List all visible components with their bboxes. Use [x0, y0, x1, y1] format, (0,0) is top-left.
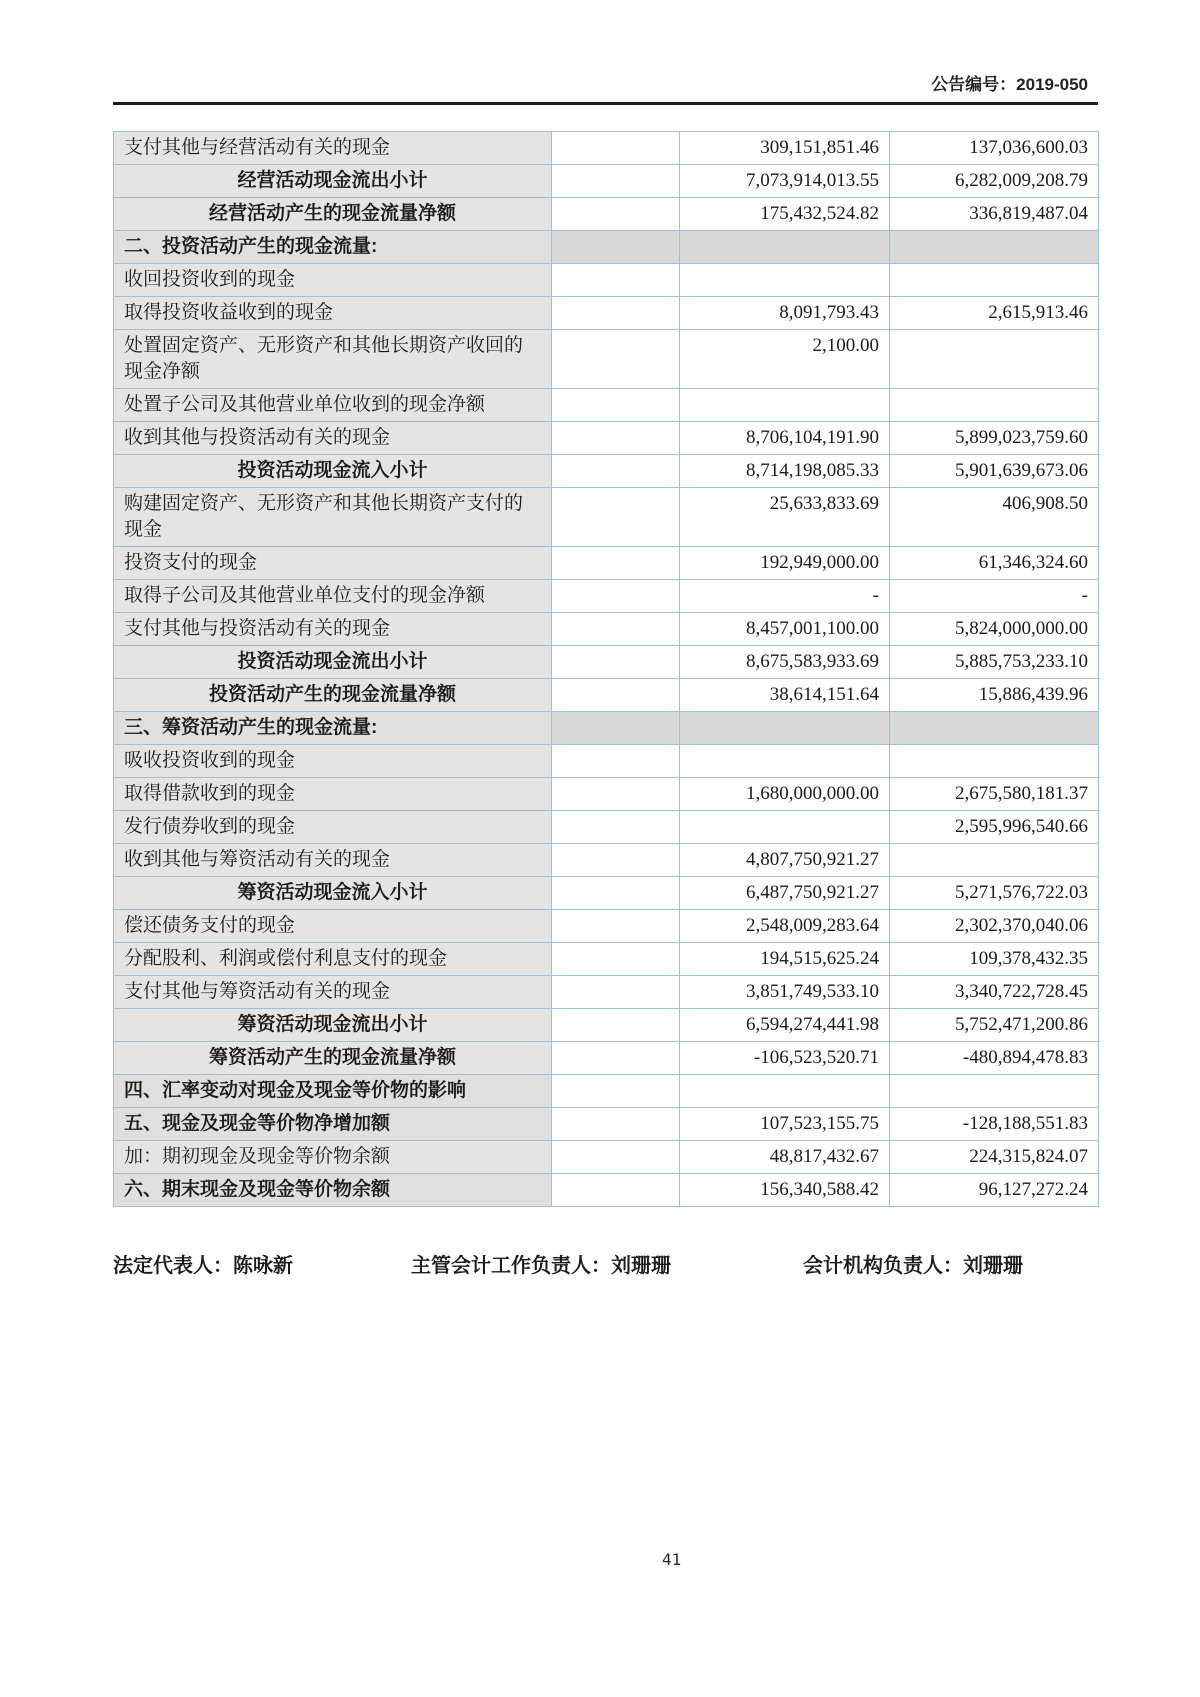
- table-row: [114, 910, 1099, 943]
- amount-current-cell: [680, 745, 890, 778]
- amount-current-cell: [680, 231, 890, 264]
- amount-prior-cell: 5,901,639,673.06: [890, 455, 1099, 488]
- amount-prior-cell: 2,302,370,040.06: [890, 910, 1099, 943]
- table-row: [114, 547, 1099, 580]
- note-cell: [552, 547, 680, 580]
- table-row: [114, 488, 1099, 547]
- amount-prior-cell: 96,127,272.24: [890, 1174, 1099, 1207]
- note-cell: [552, 943, 680, 976]
- table-row: [114, 330, 1099, 389]
- amount-prior-cell: -480,894,478.83: [890, 1042, 1099, 1075]
- row-label-cell: 经营活动现金流出小计: [114, 165, 552, 198]
- note-cell: [552, 165, 680, 198]
- amount-prior-cell: [890, 1075, 1099, 1108]
- row-label-cell: 取得投资收益收到的现金: [114, 297, 552, 330]
- row-label-cell: 取得借款收到的现金: [114, 778, 552, 811]
- note-cell: [552, 811, 680, 844]
- amount-current-cell: 8,675,583,933.69: [680, 646, 890, 679]
- row-label-cell: 投资活动产生的现金流量净额: [114, 679, 552, 712]
- amount-current-cell: 38,614,151.64: [680, 679, 890, 712]
- page-header: [113, 0, 1098, 95]
- row-label-cell: 收到其他与投资活动有关的现金: [114, 422, 552, 455]
- amount-prior-cell: -128,188,551.83: [890, 1108, 1099, 1141]
- note-cell: [552, 646, 680, 679]
- note-cell: [552, 132, 680, 165]
- note-cell: [552, 1174, 680, 1207]
- note-cell: [552, 330, 680, 389]
- amount-current-cell: 8,714,198,085.33: [680, 455, 890, 488]
- table-row: [114, 877, 1099, 910]
- amount-current-cell: 8,706,104,191.90: [680, 422, 890, 455]
- amount-current-cell: 4,807,750,921.27: [680, 844, 890, 877]
- note-cell: [552, 231, 680, 264]
- amount-prior-cell: [890, 745, 1099, 778]
- table-row: [114, 712, 1099, 745]
- amount-prior-cell: 5,271,576,722.03: [890, 877, 1099, 910]
- note-cell: [552, 422, 680, 455]
- table-row: [114, 811, 1099, 844]
- amount-current-cell: 48,817,432.67: [680, 1141, 890, 1174]
- note-cell: [552, 264, 680, 297]
- row-label-cell: 筹资活动现金流出小计: [114, 1009, 552, 1042]
- row-label-cell: 收到其他与筹资活动有关的现金: [114, 844, 552, 877]
- amount-prior-cell: 336,819,487.04: [890, 198, 1099, 231]
- note-cell: [552, 1075, 680, 1108]
- row-label-cell: 三、筹资活动产生的现金流量:: [114, 712, 552, 745]
- amount-prior-cell: 5,752,471,200.86: [890, 1009, 1099, 1042]
- amount-prior-cell: 61,346,324.60: [890, 547, 1099, 580]
- accounting-department-head-signature: 会计机构负责人：刘珊珊: [803, 1255, 1023, 1277]
- amount-prior-cell: [890, 844, 1099, 877]
- amount-prior-cell: 2,615,913.46: [890, 297, 1099, 330]
- amount-current-cell: 3,851,749,533.10: [680, 976, 890, 1009]
- note-cell: [552, 580, 680, 613]
- note-cell: [552, 297, 680, 330]
- row-label-cell: 收回投资收到的现金: [114, 264, 552, 297]
- note-cell: [552, 455, 680, 488]
- table-row: [114, 389, 1099, 422]
- note-cell: [552, 877, 680, 910]
- row-label-cell: 分配股利、利润或偿付利息支付的现金: [114, 943, 552, 976]
- amount-current-cell: 175,432,524.82: [680, 198, 890, 231]
- amount-prior-cell: 2,675,580,181.37: [890, 778, 1099, 811]
- table-row: [114, 297, 1099, 330]
- table-row: [114, 1075, 1099, 1108]
- amount-prior-cell: 406,908.50: [890, 488, 1099, 547]
- table-row: [114, 1009, 1099, 1042]
- note-cell: [552, 712, 680, 745]
- table-row: [114, 613, 1099, 646]
- table-row: [114, 132, 1099, 165]
- page-number: 41: [662, 1550, 682, 1569]
- row-label-cell: 投资活动现金流入小计: [114, 455, 552, 488]
- amount-current-cell: 8,091,793.43: [680, 297, 890, 330]
- row-label-cell: 二、投资活动产生的现金流量:: [114, 231, 552, 264]
- amount-current-cell: 6,487,750,921.27: [680, 877, 890, 910]
- row-label-cell: 投资活动现金流出小计: [114, 646, 552, 679]
- amount-current-cell: 192,949,000.00: [680, 547, 890, 580]
- amount-current-cell: -: [680, 580, 890, 613]
- note-cell: [552, 1108, 680, 1141]
- note-cell: [552, 1141, 680, 1174]
- amount-current-cell: 1,680,000,000.00: [680, 778, 890, 811]
- table-row: [114, 679, 1099, 712]
- row-label-cell: 筹资活动产生的现金流量净额: [114, 1042, 552, 1075]
- row-label-cell: 吸收投资收到的现金: [114, 745, 552, 778]
- table-row: [114, 844, 1099, 877]
- signature-row: [113, 1249, 1098, 1278]
- header-rule: [113, 102, 1098, 105]
- amount-current-cell: 25,633,833.69: [680, 488, 890, 547]
- accounting-supervisor-signature: 主管会计工作负责人：刘珊珊: [411, 1255, 671, 1277]
- document-page: [113, 0, 1098, 1278]
- amount-current-cell: 2,548,009,283.64: [680, 910, 890, 943]
- row-label-cell: 支付其他与投资活动有关的现金: [114, 613, 552, 646]
- note-cell: [552, 389, 680, 422]
- legal-representative-signature: 法定代表人：陈咏新: [113, 1255, 293, 1277]
- amount-prior-cell: 3,340,722,728.45: [890, 976, 1099, 1009]
- note-cell: [552, 910, 680, 943]
- amount-current-cell: 107,523,155.75: [680, 1108, 890, 1141]
- row-label-cell: 六、期末现金及现金等价物余额: [114, 1174, 552, 1207]
- announcement-number: 公告编号：2019-050: [931, 75, 1088, 94]
- amount-prior-cell: 15,886,439.96: [890, 679, 1099, 712]
- table-row: [114, 264, 1099, 297]
- table-row: [114, 943, 1099, 976]
- amount-current-cell: 156,340,588.42: [680, 1174, 890, 1207]
- row-label-cell: 取得子公司及其他营业单位支付的现金净额: [114, 580, 552, 613]
- table-row: [114, 1174, 1099, 1207]
- table-row: [114, 165, 1099, 198]
- amount-prior-cell: 224,315,824.07: [890, 1141, 1099, 1174]
- amount-prior-cell: [890, 389, 1099, 422]
- row-label-cell: 四、汇率变动对现金及现金等价物的影响: [114, 1075, 552, 1108]
- row-label-cell: 购建固定资产、无形资产和其他长期资产支付的现金: [114, 488, 552, 547]
- row-label-cell: 支付其他与筹资活动有关的现金: [114, 976, 552, 1009]
- row-label-cell: 筹资活动现金流入小计: [114, 877, 552, 910]
- amount-prior-cell: [890, 231, 1099, 264]
- amount-current-cell: 309,151,851.46: [680, 132, 890, 165]
- amount-prior-cell: 137,036,600.03: [890, 132, 1099, 165]
- note-cell: [552, 488, 680, 547]
- amount-current-cell: [680, 264, 890, 297]
- note-cell: [552, 613, 680, 646]
- amount-current-cell: 194,515,625.24: [680, 943, 890, 976]
- table-row: [114, 422, 1099, 455]
- row-label-cell: 偿还债务支付的现金: [114, 910, 552, 943]
- amount-prior-cell: 109,378,432.35: [890, 943, 1099, 976]
- row-label-cell: 加：期初现金及现金等价物余额: [114, 1141, 552, 1174]
- amount-prior-cell: [890, 712, 1099, 745]
- note-cell: [552, 679, 680, 712]
- amount-current-cell: 7,073,914,013.55: [680, 165, 890, 198]
- note-cell: [552, 778, 680, 811]
- table-row: [114, 1108, 1099, 1141]
- amount-current-cell: [680, 712, 890, 745]
- table-row: [114, 580, 1099, 613]
- row-label-cell: 五、现金及现金等价物净增加额: [114, 1108, 552, 1141]
- amount-prior-cell: 5,899,023,759.60: [890, 422, 1099, 455]
- row-label-cell: 投资支付的现金: [114, 547, 552, 580]
- note-cell: [552, 745, 680, 778]
- amount-prior-cell: 5,824,000,000.00: [890, 613, 1099, 646]
- amount-current-cell: 6,594,274,441.98: [680, 1009, 890, 1042]
- row-label-cell: 发行债券收到的现金: [114, 811, 552, 844]
- table-row: [114, 745, 1099, 778]
- row-label-cell: 处置子公司及其他营业单位收到的现金净额: [114, 389, 552, 422]
- note-cell: [552, 976, 680, 1009]
- amount-prior-cell: -: [890, 580, 1099, 613]
- cash-flow-statement-table: [113, 131, 1099, 1207]
- table-row: [114, 455, 1099, 488]
- table-row: [114, 778, 1099, 811]
- table-row: [114, 976, 1099, 1009]
- amount-current-cell: [680, 1075, 890, 1108]
- note-cell: [552, 198, 680, 231]
- amount-prior-cell: 2,595,996,540.66: [890, 811, 1099, 844]
- table-row: [114, 1141, 1099, 1174]
- row-label-cell: 处置固定资产、无形资产和其他长期资产收回的现金净额: [114, 330, 552, 389]
- table-row: [114, 198, 1099, 231]
- table-row: [114, 1042, 1099, 1075]
- row-label-cell: 支付其他与经营活动有关的现金: [114, 132, 552, 165]
- amount-current-cell: [680, 389, 890, 422]
- amount-prior-cell: [890, 264, 1099, 297]
- amount-prior-cell: 5,885,753,233.10: [890, 646, 1099, 679]
- note-cell: [552, 1042, 680, 1075]
- table-row: [114, 231, 1099, 264]
- amount-prior-cell: 6,282,009,208.79: [890, 165, 1099, 198]
- note-cell: [552, 844, 680, 877]
- row-label-cell: 经营活动产生的现金流量净额: [114, 198, 552, 231]
- table-row: [114, 646, 1099, 679]
- amount-prior-cell: [890, 330, 1099, 389]
- amount-current-cell: 2,100.00: [680, 330, 890, 389]
- amount-current-cell: -106,523,520.71: [680, 1042, 890, 1075]
- amount-current-cell: 8,457,001,100.00: [680, 613, 890, 646]
- note-cell: [552, 1009, 680, 1042]
- amount-current-cell: [680, 811, 890, 844]
